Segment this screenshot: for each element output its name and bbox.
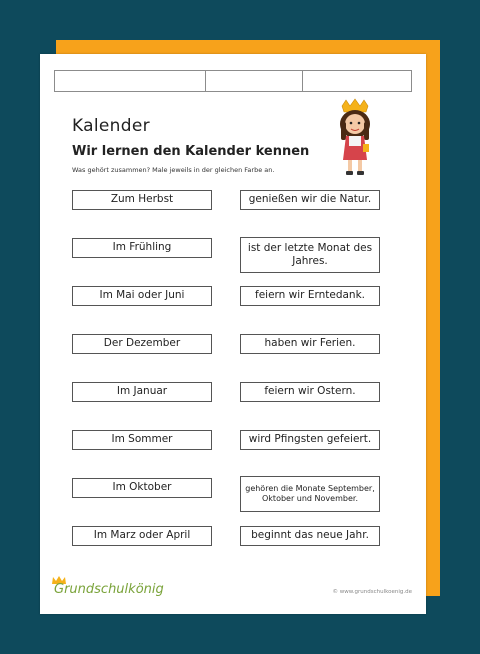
left-box-1[interactable]: Zum Herbst (72, 190, 212, 210)
left-box-8[interactable]: Im Marz oder April (72, 526, 212, 546)
instruction-text: Was gehört zusammen? Male jeweils in der gleichen Farbe an. (72, 166, 275, 174)
page-title: Kalender (72, 116, 150, 136)
left-box-7[interactable]: Im Oktober (72, 478, 212, 498)
left-box-6[interactable]: Im Sommer (72, 430, 212, 450)
header-cell-class[interactable] (206, 71, 303, 91)
header-cell-date[interactable] (303, 71, 411, 91)
footer-logo: Grundschulkönig (54, 582, 164, 597)
right-box-3[interactable]: feiern wir Erntedank. (240, 286, 380, 306)
footer-copyright: © www.grundschulkoenig.de (332, 589, 412, 595)
left-box-4[interactable]: Der Dezember (72, 334, 212, 354)
right-box-1[interactable]: genießen wir die Natur. (240, 190, 380, 210)
right-box-2[interactable]: ist der letzte Monat des Jahres. (240, 237, 380, 273)
right-box-5[interactable]: feiern wir Ostern. (240, 382, 380, 402)
left-box-3[interactable]: Im Mai oder Juni (72, 286, 212, 306)
right-box-6[interactable]: wird Pfingsten gefeiert. (240, 430, 380, 450)
header-cell-name[interactable] (55, 71, 206, 91)
left-box-5[interactable]: Im Januar (72, 382, 212, 402)
worksheet-page (40, 54, 426, 614)
header-name-date-table (54, 70, 412, 92)
right-box-8[interactable]: beginnt das neue Jahr. (240, 526, 380, 546)
right-box-4[interactable]: haben wir Ferien. (240, 334, 380, 354)
king-mascot-icon (330, 98, 380, 180)
right-box-7[interactable]: gehören die Monate September, Oktober und November. (240, 476, 380, 512)
left-box-2[interactable]: Im Frühling (72, 238, 212, 258)
page-subtitle: Wir lernen den Kalender kennen (72, 144, 310, 159)
